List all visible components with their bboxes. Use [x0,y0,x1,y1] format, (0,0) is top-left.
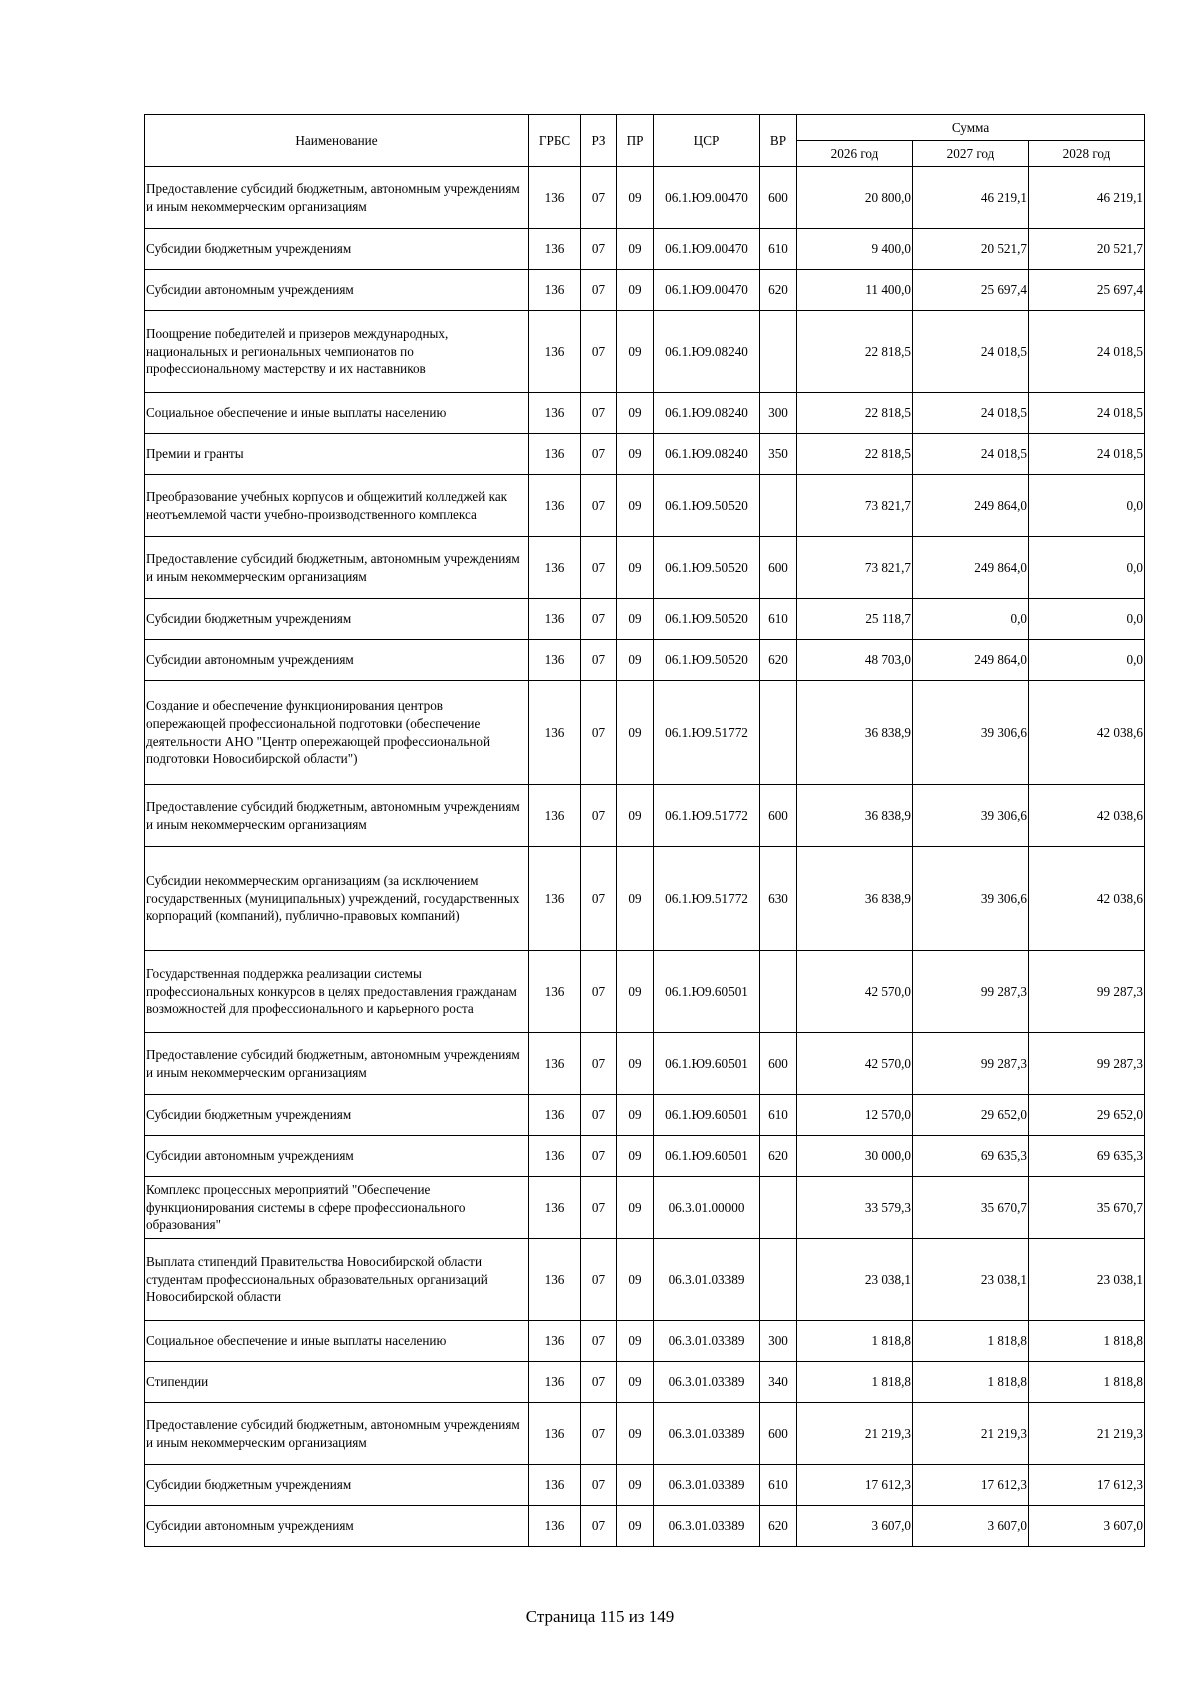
row-sum-2026: 20 800,0 [797,167,913,229]
row-rz: 07 [581,599,617,640]
page-number: Страница 115 из 149 [525,1607,675,1626]
row-rz: 07 [581,681,617,785]
row-sum-2028: 23 038,1 [1029,1239,1145,1321]
row-grbs: 136 [529,599,581,640]
header-year-2027: 2027 год [913,141,1029,167]
row-csr: 06.1.Ю9.51772 [654,681,760,785]
row-sum-2027: 99 287,3 [913,1033,1029,1095]
row-sum-2027: 1 818,8 [913,1321,1029,1362]
table-row [145,1095,1145,1136]
row-sum-2027: 25 697,4 [913,270,1029,311]
row-sum-2027: 21 219,3 [913,1403,1029,1465]
row-name: Преобразование учебных корпусов и общежитий колледжей как неотъемлемой части учебно-производственного комплекса [145,475,529,537]
row-sum-2027: 35 670,7 [913,1177,1029,1239]
row-vr [760,681,797,785]
row-name: Субсидии бюджетным учреждениям [145,1465,529,1506]
row-vr: 610 [760,1465,797,1506]
budget-table [144,114,1145,1547]
row-grbs: 136 [529,1177,581,1239]
table-row [145,1033,1145,1095]
row-rz: 07 [581,537,617,599]
row-rz: 07 [581,640,617,681]
row-sum-2027: 69 635,3 [913,1136,1029,1177]
row-sum-2028: 3 607,0 [1029,1506,1145,1547]
row-rz: 07 [581,1239,617,1321]
row-pr: 09 [617,167,654,229]
row-name: Поощрение победителей и призеров международных, национальных и региональных чемпионатов по профессиональному мастерству и их наставников [145,311,529,393]
table-row [145,847,1145,951]
row-pr: 09 [617,1033,654,1095]
row-name: Социальное обеспечение и иные выплаты населению [145,1321,529,1362]
row-sum-2028: 46 219,1 [1029,167,1145,229]
row-pr: 09 [617,599,654,640]
row-sum-2026: 1 818,8 [797,1362,913,1403]
table-row [145,1403,1145,1465]
row-name: Субсидии бюджетным учреждениям [145,229,529,270]
row-csr: 06.3.01.03389 [654,1403,760,1465]
row-csr: 06.1.Ю9.51772 [654,785,760,847]
row-sum-2027: 39 306,6 [913,785,1029,847]
header-name: Наименование [145,115,529,167]
header-grbs: ГРБС [529,115,581,167]
row-sum-2026: 33 579,3 [797,1177,913,1239]
header-pr: ПР [617,115,654,167]
table-body [145,167,1145,1547]
table-row [145,681,1145,785]
row-pr: 09 [617,229,654,270]
table-row [145,1136,1145,1177]
table-row [145,167,1145,229]
row-name: Субсидии автономным учреждениям [145,1136,529,1177]
row-csr: 06.1.Ю9.08240 [654,311,760,393]
row-grbs: 136 [529,1465,581,1506]
row-name: Премии и гранты [145,434,529,475]
row-name: Субсидии некоммерческим организациям (за исключением государственных (муниципальных) учреждений, государственных корпораций (компаний), публично-правовых компаний) [145,847,529,951]
table-row [145,270,1145,311]
row-sum-2028: 42 038,6 [1029,847,1145,951]
row-sum-2026: 1 818,8 [797,1321,913,1362]
row-sum-2028: 99 287,3 [1029,951,1145,1033]
table-row [145,393,1145,434]
row-sum-2026: 3 607,0 [797,1506,913,1547]
row-pr: 09 [617,1403,654,1465]
row-name: Стипендии [145,1362,529,1403]
row-rz: 07 [581,434,617,475]
row-grbs: 136 [529,785,581,847]
row-sum-2026: 36 838,9 [797,785,913,847]
row-pr: 09 [617,393,654,434]
row-grbs: 136 [529,311,581,393]
row-pr: 09 [617,1095,654,1136]
row-sum-2026: 23 038,1 [797,1239,913,1321]
row-sum-2027: 29 652,0 [913,1095,1029,1136]
row-csr: 06.1.Ю9.00470 [654,167,760,229]
row-sum-2026: 12 570,0 [797,1095,913,1136]
row-name: Субсидии автономным учреждениям [145,1506,529,1547]
row-rz: 07 [581,1321,617,1362]
row-sum-2026: 22 818,5 [797,393,913,434]
row-name: Субсидии автономным учреждениям [145,640,529,681]
row-sum-2027: 20 521,7 [913,229,1029,270]
row-vr: 600 [760,1403,797,1465]
row-vr: 600 [760,167,797,229]
row-pr: 09 [617,1362,654,1403]
row-sum-2028: 42 038,6 [1029,681,1145,785]
row-csr: 06.3.01.03389 [654,1465,760,1506]
row-rz: 07 [581,1465,617,1506]
row-csr: 06.3.01.03389 [654,1362,760,1403]
row-grbs: 136 [529,270,581,311]
row-sum-2028: 42 038,6 [1029,785,1145,847]
row-vr [760,1177,797,1239]
row-name: Предоставление субсидий бюджетным, автономным учреждениям и иным некоммерческим организациям [145,537,529,599]
table-row [145,434,1145,475]
row-csr: 06.1.Ю9.60501 [654,1095,760,1136]
table-row [145,1465,1145,1506]
row-sum-2028: 29 652,0 [1029,1095,1145,1136]
row-name: Субсидии автономным учреждениям [145,270,529,311]
row-grbs: 136 [529,1403,581,1465]
row-sum-2026: 9 400,0 [797,229,913,270]
row-sum-2027: 3 607,0 [913,1506,1029,1547]
row-csr: 06.1.Ю9.60501 [654,951,760,1033]
row-vr: 610 [760,229,797,270]
row-grbs: 136 [529,167,581,229]
row-csr: 06.1.Ю9.08240 [654,434,760,475]
row-sum-2027: 46 219,1 [913,167,1029,229]
row-sum-2026: 22 818,5 [797,434,913,475]
row-vr: 300 [760,393,797,434]
row-pr: 09 [617,311,654,393]
row-vr: 600 [760,1033,797,1095]
row-name: Предоставление субсидий бюджетным, автономным учреждениям и иным некоммерческим организациям [145,167,529,229]
row-sum-2028: 0,0 [1029,640,1145,681]
row-rz: 07 [581,1506,617,1547]
row-rz: 07 [581,229,617,270]
row-grbs: 136 [529,1095,581,1136]
row-pr: 09 [617,1321,654,1362]
row-sum-2027: 24 018,5 [913,393,1029,434]
row-name: Предоставление субсидий бюджетным, автономным учреждениям и иным некоммерческим организациям [145,1033,529,1095]
row-pr: 09 [617,951,654,1033]
row-sum-2028: 24 018,5 [1029,393,1145,434]
row-vr: 630 [760,847,797,951]
table-row [145,1177,1145,1239]
row-sum-2026: 22 818,5 [797,311,913,393]
row-vr: 610 [760,599,797,640]
table-row [145,229,1145,270]
row-sum-2027: 24 018,5 [913,311,1029,393]
row-sum-2026: 73 821,7 [797,537,913,599]
row-pr: 09 [617,1506,654,1547]
row-csr: 06.1.Ю9.50520 [654,640,760,681]
row-sum-2027: 0,0 [913,599,1029,640]
row-rz: 07 [581,393,617,434]
row-grbs: 136 [529,1506,581,1547]
row-sum-2027: 39 306,6 [913,681,1029,785]
header-rz: РЗ [581,115,617,167]
row-csr: 06.1.Ю9.50520 [654,537,760,599]
row-sum-2026: 17 612,3 [797,1465,913,1506]
row-name: Предоставление субсидий бюджетным, автономным учреждениям и иным некоммерческим организациям [145,785,529,847]
table-row [145,599,1145,640]
row-sum-2028: 1 818,8 [1029,1362,1145,1403]
row-sum-2027: 1 818,8 [913,1362,1029,1403]
header-csr: ЦСР [654,115,760,167]
row-sum-2027: 249 864,0 [913,475,1029,537]
row-rz: 07 [581,311,617,393]
row-grbs: 136 [529,951,581,1033]
row-rz: 07 [581,1177,617,1239]
row-grbs: 136 [529,229,581,270]
table-row [145,640,1145,681]
row-sum-2028: 0,0 [1029,537,1145,599]
row-sum-2028: 0,0 [1029,599,1145,640]
row-rz: 07 [581,785,617,847]
row-csr: 06.1.Ю9.00470 [654,229,760,270]
header-vr: ВР [760,115,797,167]
table-row [145,951,1145,1033]
table-row [145,1321,1145,1362]
row-pr: 09 [617,1239,654,1321]
row-name: Государственная поддержка реализации системы профессиональных конкурсов в целях предоставления гражданам возможностей для профессионального и карьерного роста [145,951,529,1033]
row-vr [760,475,797,537]
row-csr: 06.1.Ю9.08240 [654,393,760,434]
row-pr: 09 [617,537,654,599]
row-grbs: 136 [529,1033,581,1095]
header-year-2026: 2026 год [797,141,913,167]
row-name: Субсидии бюджетным учреждениям [145,1095,529,1136]
row-vr: 620 [760,640,797,681]
row-sum-2028: 20 521,7 [1029,229,1145,270]
row-sum-2027: 99 287,3 [913,951,1029,1033]
row-vr [760,311,797,393]
row-csr: 06.3.01.03389 [654,1506,760,1547]
row-csr: 06.3.01.03389 [654,1239,760,1321]
row-sum-2027: 24 018,5 [913,434,1029,475]
row-rz: 07 [581,1033,617,1095]
row-csr: 06.1.Ю9.50520 [654,599,760,640]
row-vr: 600 [760,785,797,847]
header-year-2028: 2028 год [1029,141,1145,167]
row-sum-2027: 39 306,6 [913,847,1029,951]
row-sum-2028: 17 612,3 [1029,1465,1145,1506]
row-vr: 620 [760,1506,797,1547]
row-sum-2028: 25 697,4 [1029,270,1145,311]
row-sum-2027: 23 038,1 [913,1239,1029,1321]
row-sum-2026: 21 219,3 [797,1403,913,1465]
header-sum: Сумма [797,115,1145,141]
row-pr: 09 [617,681,654,785]
row-grbs: 136 [529,1239,581,1321]
row-sum-2026: 36 838,9 [797,847,913,951]
row-sum-2028: 24 018,5 [1029,311,1145,393]
row-rz: 07 [581,847,617,951]
row-sum-2026: 73 821,7 [797,475,913,537]
table-row [145,1239,1145,1321]
row-rz: 07 [581,270,617,311]
row-sum-2026: 48 703,0 [797,640,913,681]
row-sum-2027: 17 612,3 [913,1465,1029,1506]
table-row [145,311,1145,393]
row-csr: 06.1.Ю9.00470 [654,270,760,311]
row-sum-2026: 25 118,7 [797,599,913,640]
row-csr: 06.1.Ю9.60501 [654,1136,760,1177]
row-pr: 09 [617,847,654,951]
row-sum-2026: 42 570,0 [797,1033,913,1095]
table-header [145,115,1145,167]
row-pr: 09 [617,785,654,847]
row-grbs: 136 [529,681,581,785]
row-name: Комплекс процессных мероприятий "Обеспечение функционирования системы в сфере профессионального образования" [145,1177,529,1239]
row-vr [760,1239,797,1321]
row-sum-2028: 99 287,3 [1029,1033,1145,1095]
row-vr: 620 [760,1136,797,1177]
row-rz: 07 [581,167,617,229]
row-pr: 09 [617,475,654,537]
row-sum-2028: 21 219,3 [1029,1403,1145,1465]
row-pr: 09 [617,1136,654,1177]
row-grbs: 136 [529,475,581,537]
row-rz: 07 [581,475,617,537]
table-row [145,1506,1145,1547]
table-row [145,475,1145,537]
row-grbs: 136 [529,1321,581,1362]
row-sum-2027: 249 864,0 [913,537,1029,599]
row-csr: 06.1.Ю9.51772 [654,847,760,951]
row-sum-2026: 36 838,9 [797,681,913,785]
row-pr: 09 [617,1177,654,1239]
row-sum-2028: 1 818,8 [1029,1321,1145,1362]
row-grbs: 136 [529,1136,581,1177]
row-sum-2028: 0,0 [1029,475,1145,537]
row-name: Создание и обеспечение функционирования центров опережающей профессиональной подготовки (обеспечение деятельности АНО "Центр опережающей профессиональной подготовки Новосибирской области") [145,681,529,785]
row-vr: 600 [760,537,797,599]
row-pr: 09 [617,434,654,475]
row-name: Выплата стипендий Правительства Новосибирской области студентам профессиональных образовательных организаций Новосибирской области [145,1239,529,1321]
row-rz: 07 [581,1136,617,1177]
row-name: Субсидии бюджетным учреждениям [145,599,529,640]
row-csr: 06.1.Ю9.50520 [654,475,760,537]
table-row [145,1362,1145,1403]
row-grbs: 136 [529,1362,581,1403]
row-rz: 07 [581,951,617,1033]
row-grbs: 136 [529,434,581,475]
row-vr: 300 [760,1321,797,1362]
row-csr: 06.3.01.03389 [654,1321,760,1362]
row-pr: 09 [617,1465,654,1506]
table-row [145,537,1145,599]
row-sum-2026: 30 000,0 [797,1136,913,1177]
row-grbs: 136 [529,537,581,599]
row-vr: 610 [760,1095,797,1136]
row-sum-2026: 42 570,0 [797,951,913,1033]
row-sum-2028: 35 670,7 [1029,1177,1145,1239]
row-grbs: 136 [529,847,581,951]
row-grbs: 136 [529,640,581,681]
row-sum-2028: 24 018,5 [1029,434,1145,475]
row-rz: 07 [581,1403,617,1465]
row-vr: 620 [760,270,797,311]
row-rz: 07 [581,1362,617,1403]
row-name: Предоставление субсидий бюджетным, автономным учреждениям и иным некоммерческим организациям [145,1403,529,1465]
row-rz: 07 [581,1095,617,1136]
row-pr: 09 [617,640,654,681]
row-vr [760,951,797,1033]
row-csr: 06.3.01.00000 [654,1177,760,1239]
row-csr: 06.1.Ю9.60501 [654,1033,760,1095]
row-name: Социальное обеспечение и иные выплаты населению [145,393,529,434]
row-sum-2027: 249 864,0 [913,640,1029,681]
table-row [145,785,1145,847]
row-pr: 09 [617,270,654,311]
row-sum-2028: 69 635,3 [1029,1136,1145,1177]
row-vr: 340 [760,1362,797,1403]
row-sum-2026: 11 400,0 [797,270,913,311]
row-grbs: 136 [529,393,581,434]
row-vr: 350 [760,434,797,475]
